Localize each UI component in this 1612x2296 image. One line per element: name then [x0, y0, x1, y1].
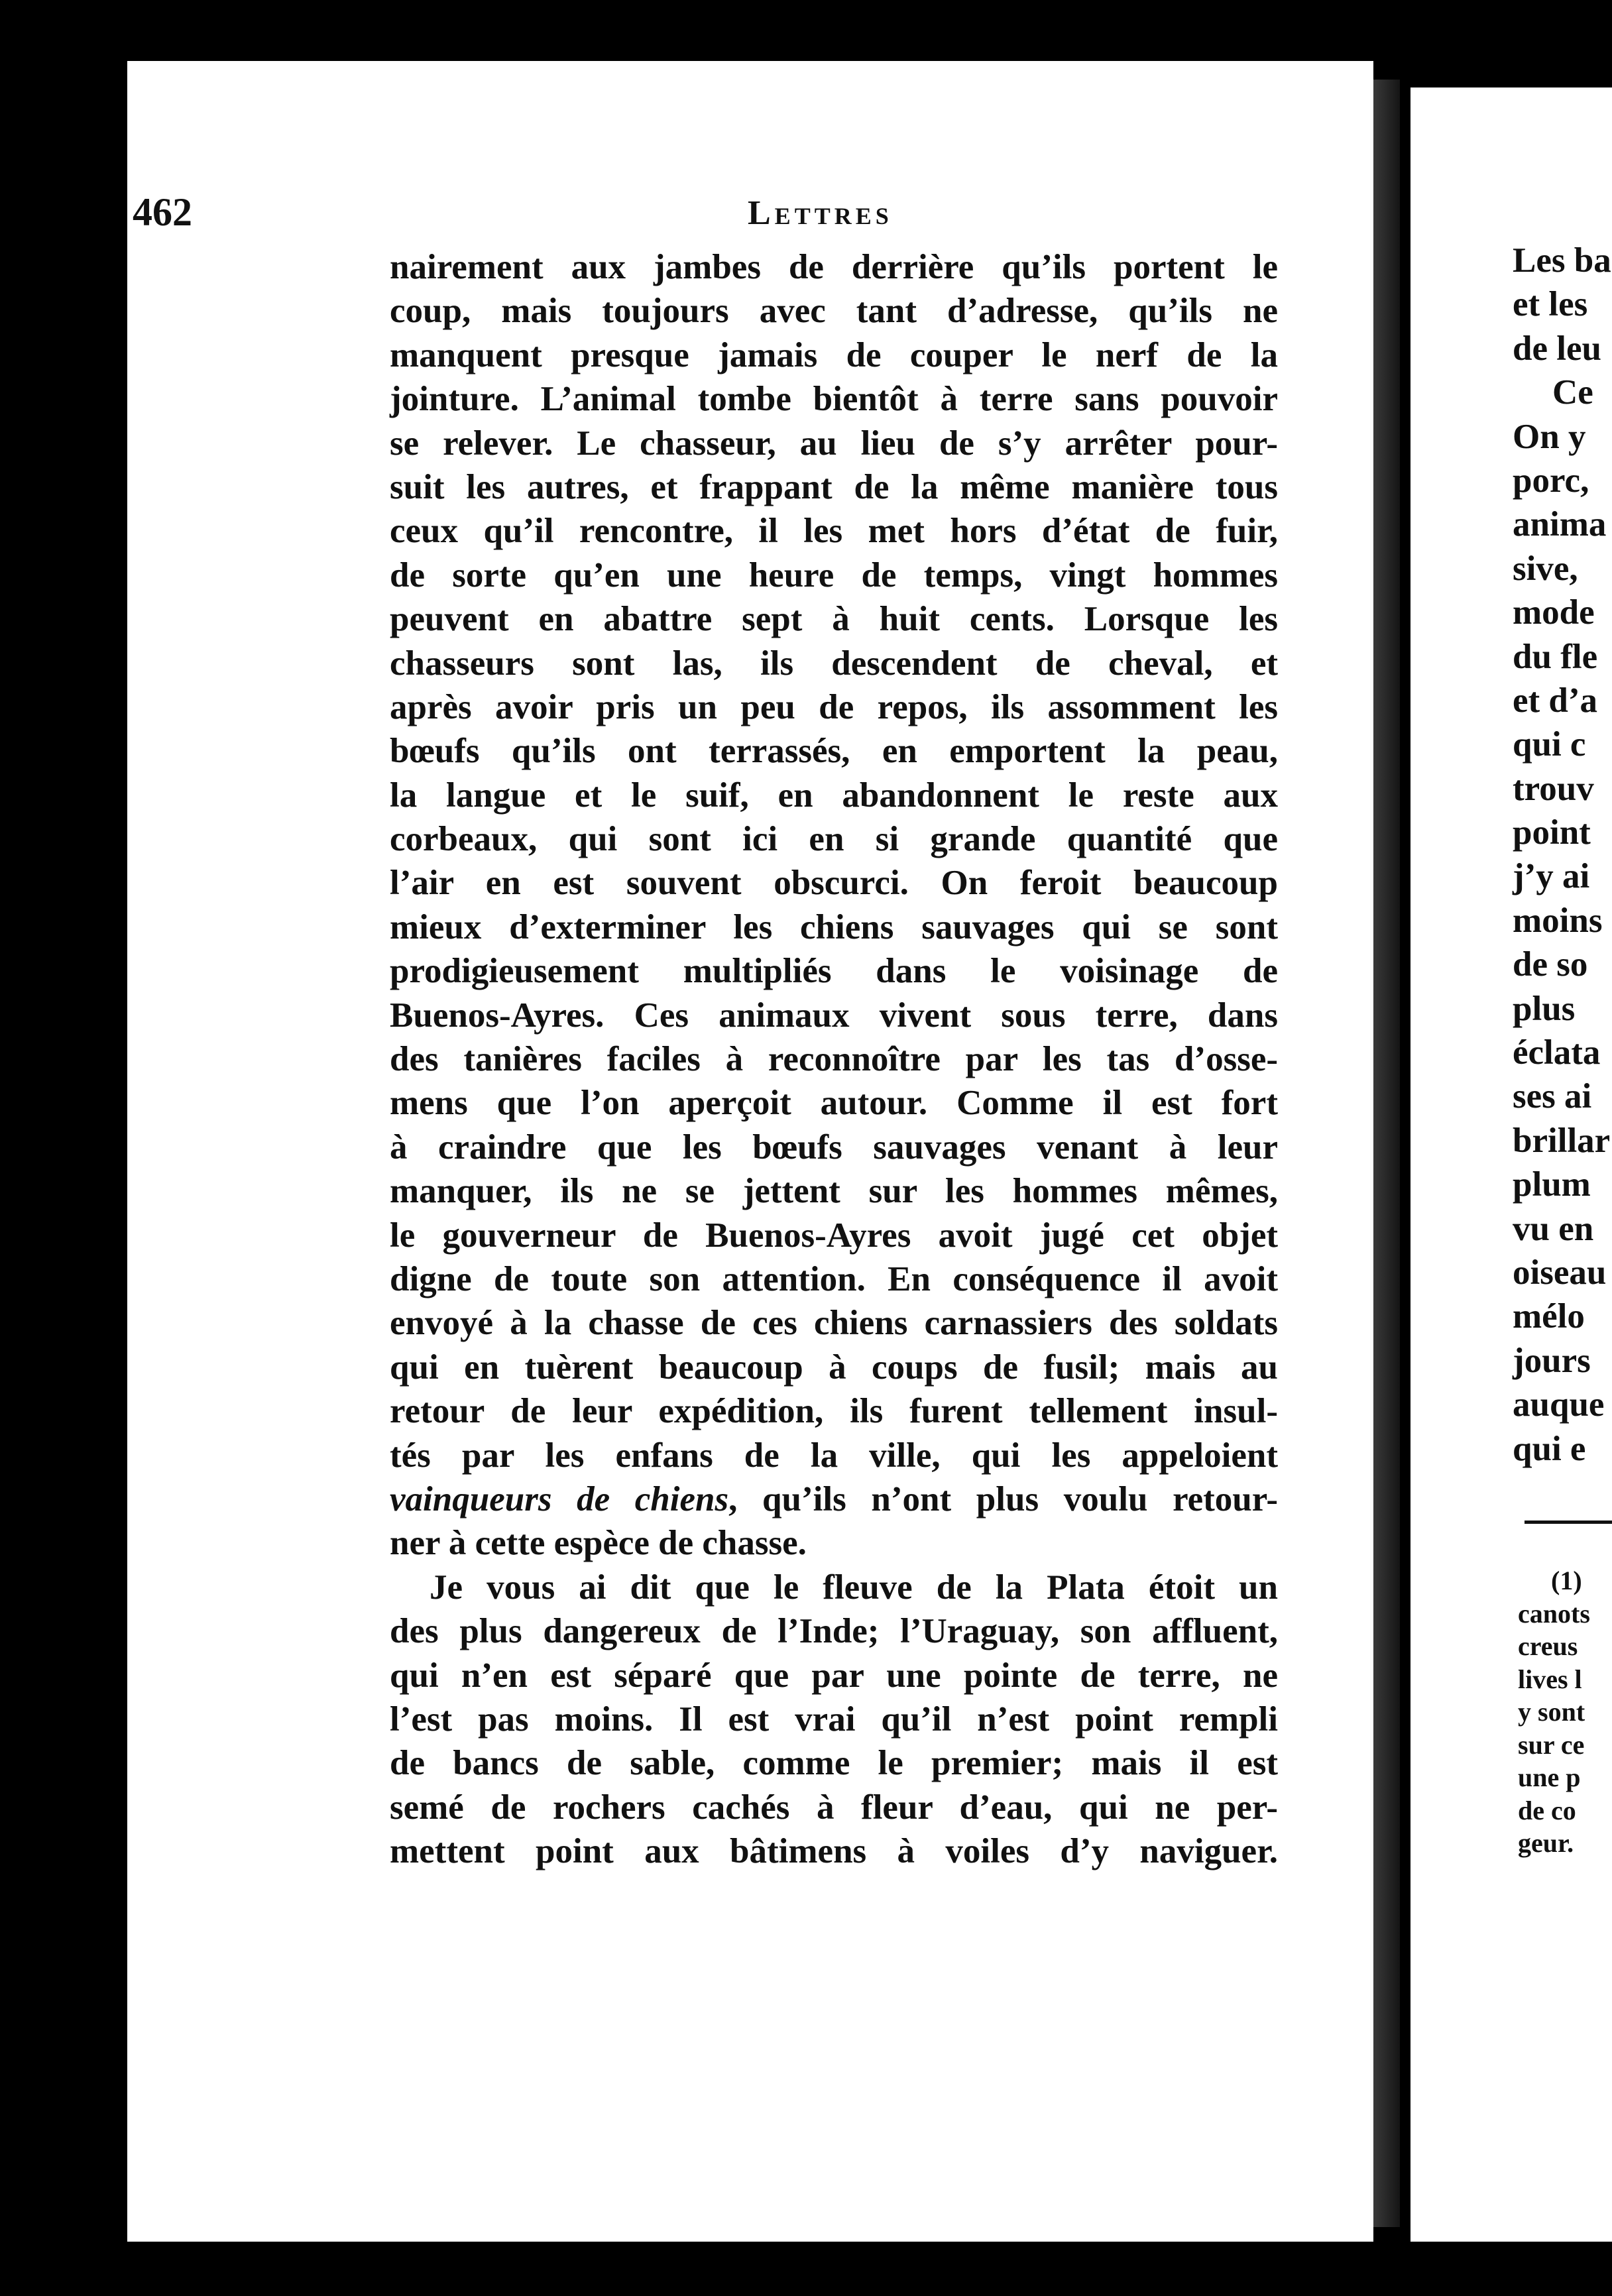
page-number: 462	[133, 190, 192, 234]
text-line: suit les autres, et frappant de la même manière tous	[390, 467, 1278, 506]
text-line: bœufs qu’ils ont terrassés, en emportent la peau,	[390, 732, 1278, 771]
text-line: prodigieusement multipliés dans le voisinage de	[390, 952, 1278, 991]
paragraph-end-line: ner à cette espèce de chasse.	[390, 1524, 807, 1563]
right-text-line: Ce	[1552, 373, 1593, 412]
text-line: mettent point aux bâtimens à voiles d’y naviguer.	[390, 1832, 1278, 1871]
body-text	[390, 245, 1278, 1873]
text-line: mens que l’on aperçoit autour. Comme il est fort	[390, 1084, 1278, 1123]
right-text-line: brillar	[1513, 1121, 1611, 1160]
text-line-with-italic	[390, 1477, 1278, 1521]
italic-phrase: vainqueurs de chiens	[390, 1479, 729, 1519]
text-line: jointure. L’animal tombe bientôt à terre sans pouvoir	[390, 380, 1278, 419]
text-line: de bancs de sable, comme le premier; mais il est	[390, 1744, 1278, 1783]
text-line: Buenos-Ayres. Ces animaux vivent sous terre, dans	[390, 996, 1278, 1035]
footnote-line: geur.	[1518, 1828, 1574, 1858]
text-line: le gouverneur de Buenos-Ayres avoit jugé cet objet	[390, 1216, 1278, 1255]
right-page-footnotes	[1518, 1564, 1612, 1860]
text-line: à craindre que les bœufs sauvages venant à leur	[390, 1127, 1278, 1167]
right-text-line: On y	[1513, 417, 1586, 456]
footnote-line: (1)	[1551, 1566, 1582, 1595]
footnote-line: canots	[1518, 1598, 1590, 1629]
footnote-line: lives l	[1518, 1664, 1582, 1694]
right-text-line: moins	[1513, 901, 1603, 940]
text-line: se relever. Le chasseur, au lieu de s’y arrêter pour-	[390, 424, 1278, 463]
footnote-line: une p	[1518, 1762, 1581, 1792]
right-text-line: plus	[1513, 989, 1576, 1028]
footnote-rule	[1525, 1521, 1612, 1524]
footnote-line: sur ce	[1518, 1729, 1585, 1760]
text-line: des plus dangereux de l’Inde; l’Uraguay, son affluent,	[390, 1612, 1278, 1651]
text-line: chasseurs sont las, ils descendent de cheval, et	[390, 644, 1278, 683]
right-text-line: et d’a	[1513, 681, 1598, 720]
paragraph-start-line: Je vous ai dit que le fleuve de la Plata étoit un	[430, 1568, 1278, 1607]
footnote-line: de co	[1518, 1795, 1576, 1825]
right-text-line: ses ai	[1513, 1077, 1592, 1116]
text-line: envoyé à la chasse de ces chiens carnassiers des soldats	[390, 1304, 1278, 1343]
text-line: manquent presque jamais de couper le nerf de la	[390, 335, 1278, 374]
text-line: de sorte qu’en une heure de temps, vingt hommes	[390, 555, 1278, 595]
right-text-line: sive,	[1513, 549, 1578, 588]
text-line: digne de toute son attention. En conséquence il avoit	[390, 1259, 1278, 1298]
right-text-line: j’y ai	[1513, 857, 1590, 896]
right-text-line: oiseau	[1513, 1253, 1607, 1292]
text-line: des tanières faciles à reconnoître par les tas d’osse-	[390, 1040, 1278, 1079]
text-line: mieux d’exterminer les chiens sauvages qui se sont	[390, 907, 1278, 947]
right-text-line: mode	[1513, 593, 1595, 632]
running-title: Lettres	[748, 194, 893, 232]
text-line: nairement aux jambes de derrière qu’ils portent le	[390, 248, 1278, 286]
right-text-line: qui e	[1513, 1429, 1586, 1468]
right-text-line: anima	[1513, 505, 1607, 544]
text-fragment: , qu’ils n’ont plus voulu retour-	[728, 1479, 1278, 1519]
text-line: qui en tuèrent beaucoup à coups de fusil; mais au	[390, 1348, 1278, 1387]
right-text-line: plum	[1513, 1165, 1591, 1204]
text-line: l’est pas moins. Il est vrai qu’il n’est point rempli	[390, 1699, 1278, 1739]
text-line: coup, mais toujours avec tant d’adresse, qu’ils ne	[390, 292, 1278, 331]
text-line: tés par les enfans de la ville, qui les appeloient	[390, 1436, 1278, 1475]
text-line: qui n’en est séparé que par une pointe de terre, ne	[390, 1656, 1278, 1695]
text-line: manquer, ils ne se jettent sur les hommes mêmes,	[390, 1172, 1278, 1211]
right-text-line: trouv	[1513, 769, 1594, 808]
right-text-line: qui c	[1513, 725, 1586, 764]
text-line: semé de rochers cachés à fleur d’eau, qui ne per-	[390, 1788, 1278, 1827]
footnote-line: y sont	[1518, 1697, 1585, 1727]
right-text-line: et les	[1513, 285, 1588, 324]
book-gutter	[1373, 80, 1400, 2227]
footnote-line: creus	[1518, 1631, 1578, 1661]
right-text-line: mélo	[1513, 1297, 1585, 1336]
text-line: après avoir pris un peu de repos, ils assomment les	[390, 687, 1278, 726]
right-text-line: éclata	[1513, 1033, 1601, 1072]
right-text-line: Les ba	[1513, 241, 1611, 280]
right-text-line: jours	[1513, 1341, 1591, 1380]
right-text-line: de leu	[1513, 329, 1601, 368]
right-text-line: porc,	[1513, 461, 1589, 500]
right-text-line: du fle	[1513, 637, 1598, 676]
right-text-line: auque	[1513, 1385, 1605, 1424]
text-line: corbeaux, qui sont ici en si grande quantité que	[390, 820, 1278, 859]
right-text-line: de so	[1513, 945, 1588, 984]
text-line: la langue et le suif, en abandonnent le reste aux	[390, 775, 1278, 815]
text-line: peuvent en abattre sept à huit cents. Lorsque les	[390, 600, 1278, 639]
text-line: retour de leur expédition, ils furent tellement insul-	[390, 1392, 1278, 1431]
text-line: ceux qu’il rencontre, il les met hors d’état de fuir,	[390, 512, 1278, 551]
right-text-line: point	[1513, 813, 1591, 852]
right-text-line: vu en	[1513, 1209, 1594, 1248]
right-page-text	[1513, 239, 1612, 1471]
text-line: l’air en est souvent obscurci. On feroit beaucoup	[390, 864, 1278, 903]
